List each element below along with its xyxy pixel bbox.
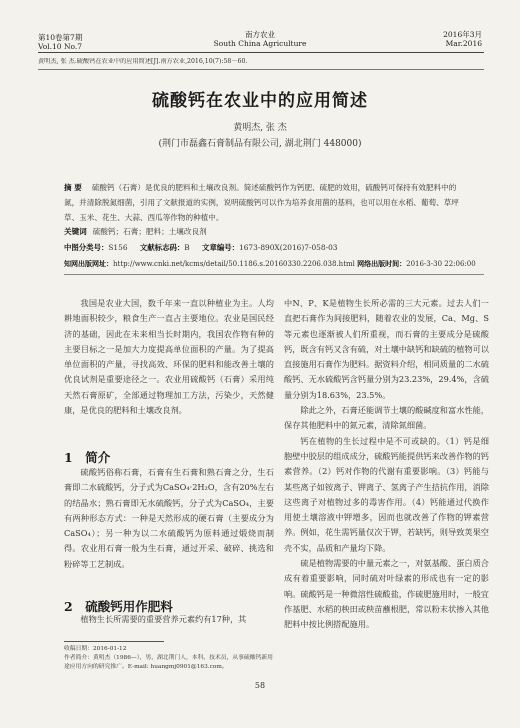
article-affiliation: (荆门市磊鑫石膏制品有限公司, 湖北荆门 448000)	[158, 139, 362, 149]
journal-name-cn: 南方农业	[245, 30, 275, 39]
citation-line: 黄明杰, 张 杰.硫酸钙在农业中的应用简述[J].南方农业,2016,10(7):58－60.	[38, 58, 248, 65]
citation-rule	[38, 69, 484, 70]
abstract-text: 硫酸钙（石膏）是优良的肥料和土壤改良剂。简述硫酸钙作为钙肥、硫肥的效用，硫酸钙可保持有效肥料中的氮，并清除脱氮细菌，引用了文献报道的实例，说明硫酸钙可以作为培养食用菌的基料，也可以用在水稻、葡萄、草坪草、玉米、花生、大蒜、西瓜等作物的种植中。	[64, 183, 459, 222]
right-paragraph-2: 除此之外，石膏还能调节土壤的酸碱度和富水性能，保存其他肥料中的氮元素，清除氮细菌。	[284, 405, 489, 431]
clc-label: 中图分类号：	[64, 243, 109, 252]
online-url[interactable]: http://www.cnki.net/kcms/detail/50.1186.s.20160330.2206.038.html	[113, 260, 355, 268]
section-2-paragraph: 植物生长所需要的重要营养元素约有17种，其	[80, 614, 247, 624]
clc-value: S156	[108, 243, 128, 252]
page-number: 58	[254, 681, 266, 690]
article-authors: 黄明杰, 张 杰	[233, 123, 287, 133]
section-1-body	[64, 465, 274, 572]
abstract-label: 摘 要	[64, 183, 82, 192]
section-2-heading: 2 硫酸钙用作肥料	[64, 599, 173, 614]
journal-name-en: South China Agriculture	[213, 39, 307, 48]
article-title: 硫酸钙在农业中的应用简述	[152, 91, 368, 111]
online-time: 2016-3-30 22:06:00	[406, 260, 476, 268]
header-volume	[38, 33, 82, 51]
intro-paragraph: 我国是农业大国，数千年来一直以种植业为主。人均耕地面积较少，粮食生产一直占主要地位。农业是国民经济的基础，因此在未来相当长时期内，我国农作物有种的主要目标之一是加大力度提高单位面积的产量。为了提高单位面积的产量，寻找高效、环保的肥料和能改善土壤的优良试剂是重要途径之一。农业用硫酸钙（石膏）采用纯天然石膏原矿，全部通过物理加工方法，污染少，天然健康，是优良的肥料和土壤改良剂。	[64, 298, 274, 416]
article-no-label: 文章编号：	[202, 243, 240, 252]
doc-code-value: B	[184, 243, 190, 252]
online-publication-line	[64, 259, 484, 269]
abstract	[64, 180, 469, 225]
author-bio: 作者简介：黄明杰（1986—），男，湖北荆门人，本科，技术员，从事硫酸钙新用途应用方向的研究推广。E-mail: huangmj0901@163.com。	[64, 655, 273, 670]
article-no-value: 1673-890X(2016)7-058-03	[239, 243, 338, 252]
header-journal	[200, 30, 320, 48]
header-date	[443, 30, 482, 48]
received-date: 收稿日期：2016-01-12	[64, 646, 127, 652]
date-en: Mar.2016	[445, 39, 482, 48]
keywords-text: 硫酸钙；石膏；肥料；土壤改良剂	[92, 227, 207, 236]
footnote	[64, 645, 274, 672]
left-column	[64, 296, 274, 418]
header-rule	[38, 52, 484, 53]
section-2-body	[64, 612, 274, 627]
classification-line	[64, 242, 484, 253]
right-column	[284, 296, 489, 633]
right-paragraph-3: 钙在植物的生长过程中是不可或缺的。（1）钙是细胞壁中胶层的组成成分，硫酸钙能提供钙来改善作物的钙素营养。（2）钙对作物的代谢有重要影响。（3）钙能与某些离子如铵离子、钾离子、氢离子产生拮抗作用，消除这些离子对植物过多的毒害作用。（4）钙能通过代换作用使土壤溶液中钾增多，因而也就改善了作物的钾素营养。例如，花生需钙量仅次于钾，若缺钙，则导致荚果空壳不实，品质和产量均下降。	[284, 435, 489, 553]
front-matter-rule	[64, 274, 484, 275]
volume-cn: 第10卷第7期	[38, 33, 83, 42]
right-paragraph-4: 硫是植物需要的中量元素之一，对氨基酸、蛋白质合成有着重要影响，同时硫对叶绿素的形成也有一定的影响。硫酸钙是一种微溶性硫酸盐，作硫肥施用时，一般宜作基肥、水稻的秧田或秧苗蘸根肥，常以粉末状掺入其他肥料中按比例搭配施用。	[284, 558, 489, 630]
online-url-label: 知网出版网址：	[64, 260, 113, 268]
online-time-label: 网络出版时间：	[357, 260, 407, 268]
footnote-rule	[64, 641, 164, 642]
section-1-heading: 1 简介	[64, 450, 111, 465]
keywords	[64, 226, 469, 237]
doc-code-label: 文献标志码：	[139, 243, 185, 252]
section-1-paragraph: 硫酸钙俗称石膏，石膏有生石膏和熟石膏之分，生石膏即二水硫酸钙，分子式为CaSO₄·2H₂O，含有20%左右的结晶水；熟石膏即无水硫酸钙，分子式为CaSO₄，主要有两种形态方式：一种是天然形成的硬石膏（主要成分为CaSO₄）；另一种为以二水硫酸钙为原料通过煅烧而制得。农业用石膏一般为生石膏，通过开采、破碎、挑选和粉碎等工艺制成。	[64, 467, 274, 569]
volume-en: Vol.10 No.7	[38, 42, 83, 51]
keywords-label: 关键词	[64, 227, 87, 236]
right-paragraph-1: 中N、P、K是植物生长所必需的三大元素。过去人们一直把石膏作为间接肥料，随着农业的发展，Ca、Mg、S等元素也逐渐被人们所重视，而石膏的主要成分是硫酸钙，既含有钙又含有硫，对土壤中缺钙和缺硫的植物可以直接施用石膏作为肥料。据资料介绍，相同质量的二水硫酸钙、无水硫酸钙含钙量分别为23.23%，29.4%，含硫量分别为18.63%，23.5%。	[284, 298, 489, 400]
date-cn: 2016年3月	[443, 30, 482, 39]
